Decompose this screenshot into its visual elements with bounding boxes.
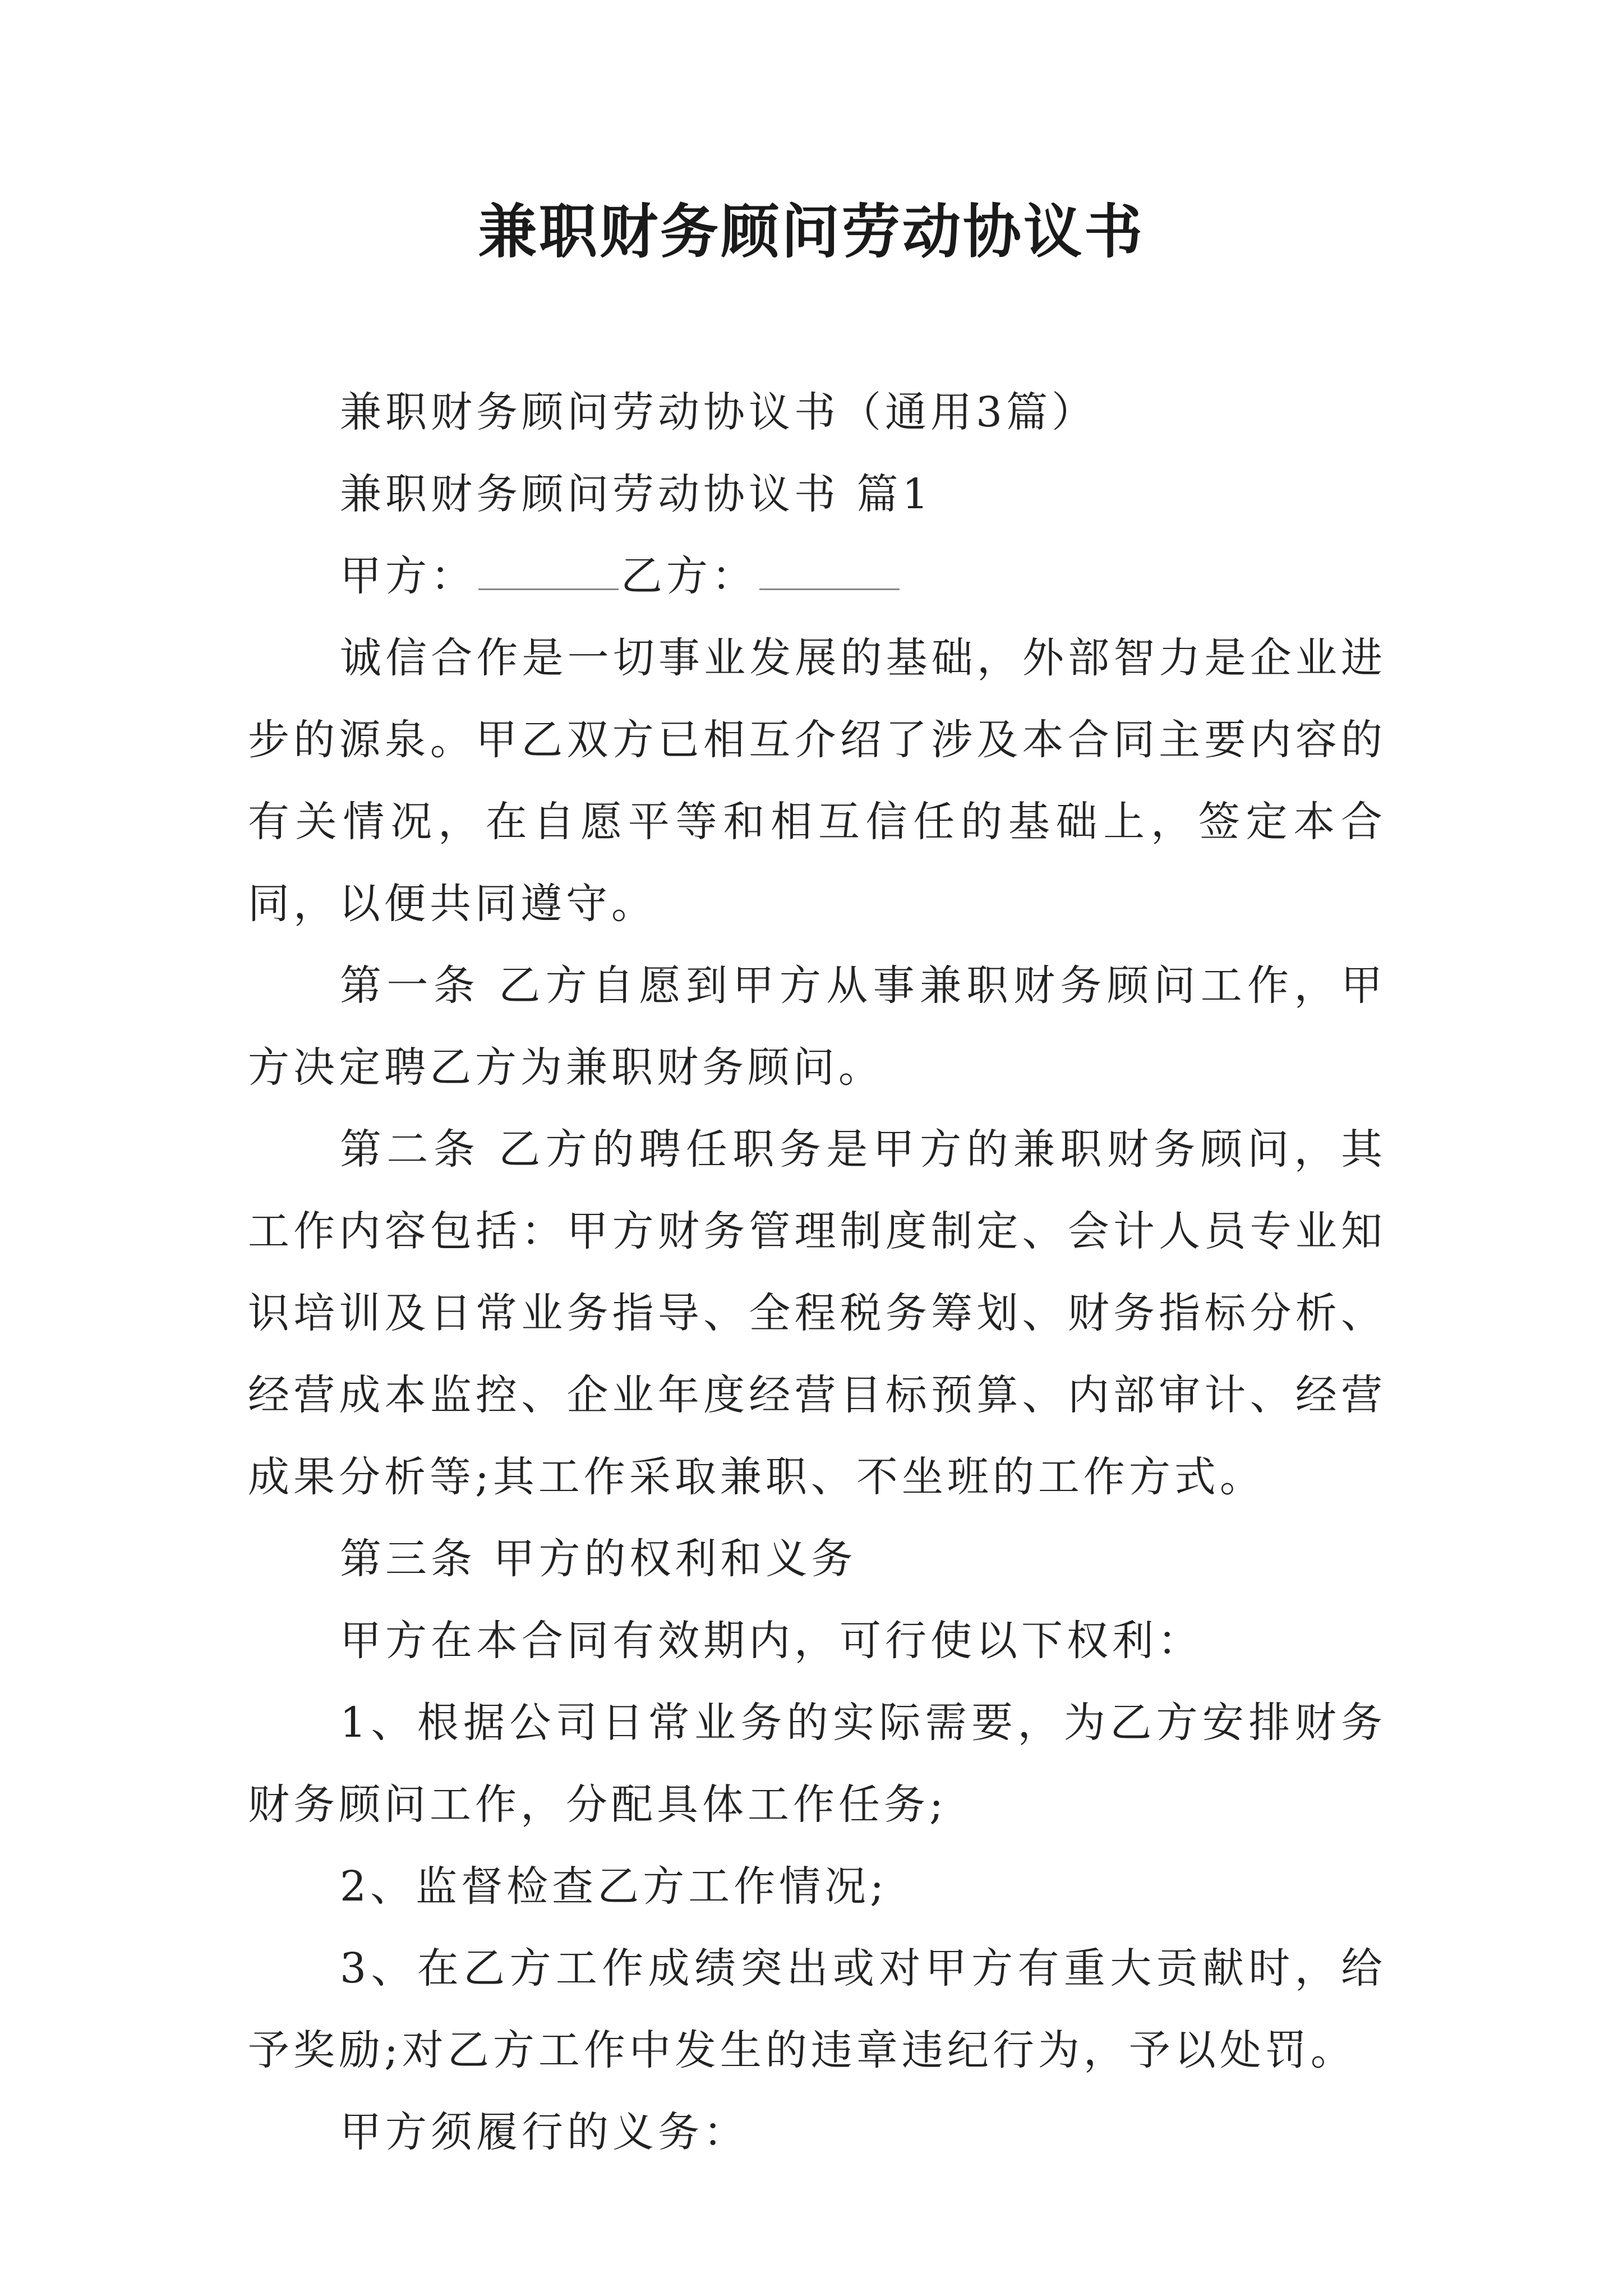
paragraph: 甲方在本合同有效期内，可行使以下权利： bbox=[340, 1617, 1203, 1665]
paragraph: 诚信合作是一切事业发展的基础，外部智力是企业进步的源泉。甲乙双方已相互介绍了涉及本合同主要内容的有关情况，在自愿平等和相互信任的基础上，签定本合同，以便共同遵守。 bbox=[248, 634, 1386, 928]
article-1: 第一条 乙方自愿到甲方从事兼职财务顾问工作，甲方决定聘乙方为兼职财务顾问。 bbox=[248, 961, 1386, 1092]
document-body bbox=[248, 371, 1386, 2173]
paragraph: 甲方须履行的义务： bbox=[340, 2108, 749, 2156]
party-a-blank bbox=[478, 557, 619, 590]
document-title: 兼职财务顾问劳动协议书 bbox=[478, 197, 1145, 266]
document-subtitle: 兼职财务顾问劳动协议书（通用3篇） bbox=[340, 388, 1098, 436]
list-item: 1、根据公司日常业务的实际需要，为乙方安排财务财务顾问工作，分配具体工作任务; bbox=[248, 1699, 1386, 1829]
article-2: 第二条 乙方的聘任职务是甲方的兼职财务顾问，其工作内容包括：甲方财务管理制度制定、会计人员专业知识培训及日常业务指导、全程税务筹划、财务指标分析、经营成本监控、企业年度经营目标预算、内部审计、经营成果分析等;其工作采取兼职、不坐班的工作方式。 bbox=[248, 1125, 1386, 1501]
party-b-label: 乙方： bbox=[621, 552, 757, 600]
list-item: 2、监督检查乙方工作情况; bbox=[340, 1862, 888, 1911]
article-3-heading: 第三条 甲方的权利和义务 bbox=[340, 1535, 857, 1583]
parties-line bbox=[248, 535, 1386, 617]
party-a-label: 甲方： bbox=[340, 552, 476, 600]
party-b-blank bbox=[759, 557, 900, 590]
section-heading: 兼职财务顾问劳动协议书 篇1 bbox=[340, 470, 933, 518]
list-item: 3、在乙方工作成绩突出或对甲方有重大贡献时，给予奖励;对乙方工作中发生的违章违纪行为，予以处罚。 bbox=[248, 1944, 1386, 2074]
